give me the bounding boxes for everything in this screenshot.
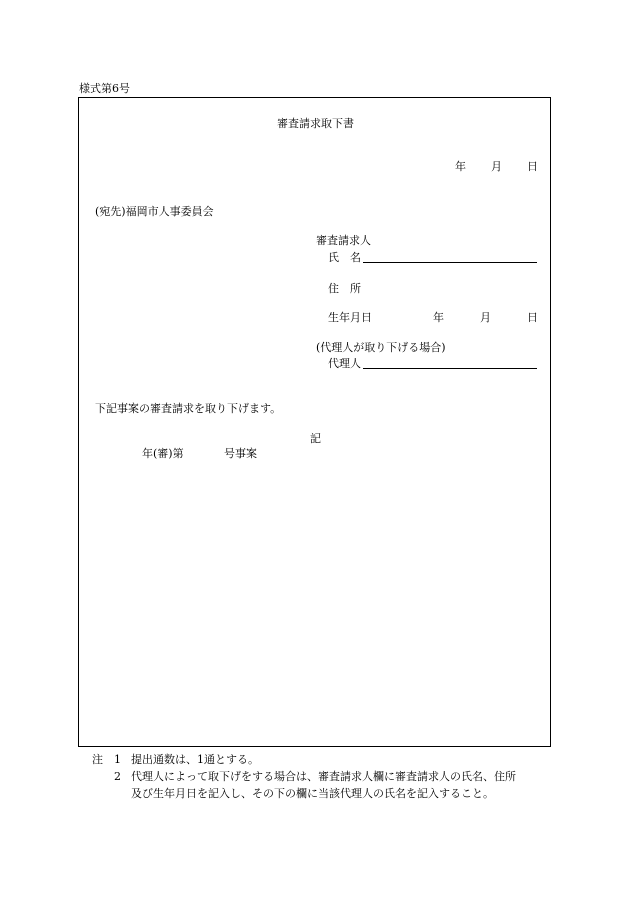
agent-label: 代理人 [328, 357, 361, 370]
birth-month-label: 月 [480, 311, 491, 324]
note-2-continuation: 及び生年月日を記入し、その下の欄に当該代理人の氏名を記入すること。 [131, 787, 494, 800]
birth-year-label: 年 [433, 311, 444, 324]
date-day-label: 日 [527, 160, 538, 173]
birth-day-label: 日 [527, 311, 538, 324]
note-2-number: 2 [114, 770, 121, 783]
date-year-label: 年 [455, 160, 466, 173]
case-year-label: 年(審)第 [142, 447, 184, 460]
note-1-number: 1 [114, 753, 121, 766]
requester-birth-label: 生年月日 [328, 311, 372, 324]
case-number-label: 号事案 [224, 447, 257, 460]
date-month-label: 月 [491, 160, 502, 173]
note-1-text: 提出通数は、1通とする。 [131, 753, 259, 766]
statement-text: 下記事案の審査請求を取り下げます。 [95, 402, 282, 415]
ki-label: 記 [310, 432, 321, 445]
form-number: 様式第6号 [79, 82, 130, 95]
agent-heading: (代理人が取り下げる場合) [316, 341, 446, 354]
requester-heading: 審査請求人 [316, 234, 371, 247]
requester-name-label: 氏 名 [328, 251, 361, 264]
notes-prefix: 注 [92, 753, 103, 766]
form-title: 審査請求取下書 [277, 117, 354, 130]
note-2-text: 代理人によって取下げをする場合は、審査請求人欄に審査請求人の氏名、住所 [131, 770, 516, 783]
addressee: (宛先)福岡市人事委員会 [95, 205, 214, 218]
agent-name-field[interactable] [363, 368, 537, 369]
requester-address-label: 住 所 [328, 282, 361, 295]
requester-name-field[interactable] [363, 262, 537, 263]
form-frame [78, 97, 551, 747]
